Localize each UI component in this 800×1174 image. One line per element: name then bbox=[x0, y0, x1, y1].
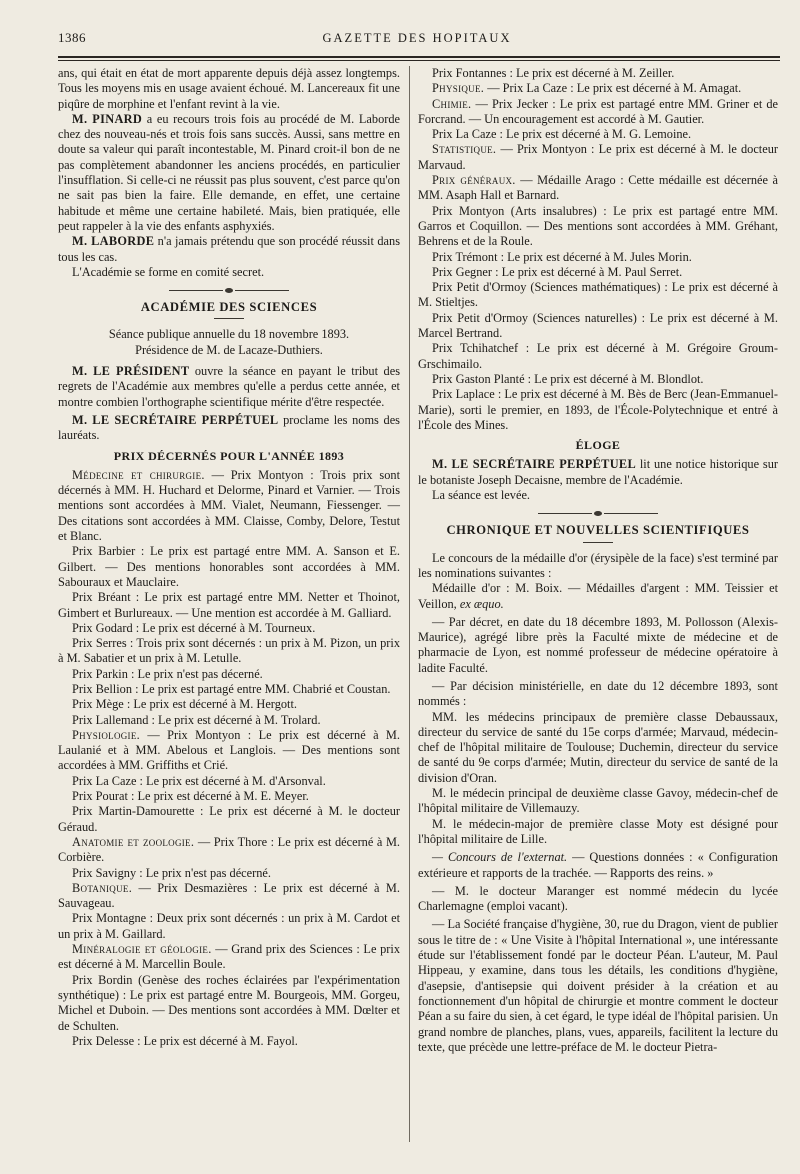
prize-entry bbox=[58, 942, 400, 973]
prize-entry bbox=[58, 468, 400, 544]
paragraph: ans, qui était en état de mort apparente depuis déjà assez longtemps. Tous les moyens mis en usage avaient échoué. M. Lancereaux fit une piqûre de morphine et l'enfant revint à la vie. bbox=[58, 66, 400, 111]
presidence-line: Présidence de M. de Lacaze-Duthiers. bbox=[135, 342, 323, 357]
section-ornament bbox=[58, 282, 400, 296]
latin-phrase: ex æquo. bbox=[459, 596, 504, 611]
prize-entry: Prix Martin-Damourette : Le prix est décerné à M. le docteur Géraud. bbox=[58, 804, 400, 834]
news-item: — Par décret, en date du 18 décembre 1893, M. Pollosson (Alexis-Maurice), agrégé libre près la Faculté mixte de médecine et de pharmacie de Lyon, est nommé professeur de médecine opératoire à ladite Faculté. bbox=[418, 614, 778, 675]
news-text: — Questions données : « Configuration extérieure et rapports de la trachée. — Rapports des reins. » bbox=[418, 850, 778, 880]
prize-entry bbox=[418, 97, 778, 128]
paragraph-text: proclame les noms des lauréats. bbox=[58, 412, 400, 443]
title-rule bbox=[583, 542, 613, 543]
prize-entry: Prix Mège : Le prix est décerné à M. Hergott. bbox=[72, 697, 297, 712]
prize-entry: Prix Fontannes : Le prix est décerné à M. Zeiller. bbox=[432, 66, 675, 80]
prize-text: — Prix Thore : Le prix est décerné à M. Corbière. bbox=[58, 834, 400, 865]
news-label: — Concours de l'externat. bbox=[432, 850, 568, 865]
news-item: M. le médecin-major de première classe Moty est désigné pour l'hôpital militaire de Lille. bbox=[418, 816, 778, 846]
speaker-name: M. LABORDE bbox=[72, 234, 155, 249]
category-label: Botanique. bbox=[72, 880, 133, 895]
subsection-title: ÉLOGE bbox=[575, 438, 621, 453]
prize-entry: Prix Petit d'Ormoy (Sciences naturelles) : Le prix est décerné à M. Marcel Bertrand. bbox=[418, 310, 778, 341]
paragraph: L'Académie se forme en comité secret. bbox=[72, 264, 265, 279]
speaker-name: M. LE SECRÉTAIRE PERPÉTUEL bbox=[72, 412, 279, 427]
speaker-name: M. LE SECRÉTAIRE PERPÉTUEL bbox=[432, 457, 636, 472]
prize-text: — Médaille Arago : Cette médaille est décernée à MM. Asaph Hall et Barnard. bbox=[418, 173, 779, 203]
column-divider bbox=[409, 66, 410, 1142]
seance-line: Séance publique annuelle du 18 novembre 1893. bbox=[108, 327, 350, 342]
prize-entry: Prix Montyon (Arts insalubres) : Le prix est partagé entre MM. Garros et Coquillon. — Des mentions sont accordées à MM. Gréhant, Behrens et de la Roule. bbox=[418, 203, 778, 249]
right-column bbox=[418, 66, 778, 1055]
subsection-title: PRIX DÉCERNÉS POUR L'ANNÉE 1893 bbox=[113, 448, 345, 463]
paragraph bbox=[58, 413, 400, 444]
category-label: Médecine et chirurgie. bbox=[72, 467, 205, 482]
prize-entry: Prix Trémont : Le prix est décerné à M. Jules Morin. bbox=[432, 249, 692, 264]
prize-entry: Prix Montagne : Deux prix sont décernés : un prix à M. Cardot et un prix à M. Gaillard. bbox=[58, 911, 400, 941]
page-number: 1386 bbox=[58, 30, 86, 45]
prize-entry: Prix Serres : Trois prix sont décernés : un prix à M. Pizon, un prix à M. Sabatier et un prix à M. Letulle. bbox=[58, 636, 400, 666]
speaker-name: M. PINARD bbox=[72, 111, 143, 126]
paragraph-text: lit une notice historique sur le botaniste Joseph Decaisne, membre de l'Académie. bbox=[418, 457, 779, 487]
prize-entry: Prix La Caze : Le prix est décerné à M. G. Lemoine. bbox=[432, 127, 692, 142]
prize-entry: Prix Gaston Planté : Le prix est décerné à M. Blondlot. bbox=[432, 371, 704, 386]
journal-title: GAZETTE DES HOPITAUX bbox=[322, 31, 512, 45]
prize-entry bbox=[418, 142, 778, 173]
prize-entry: Prix Gegner : Le prix est décerné à M. Paul Serret. bbox=[432, 264, 683, 279]
prize-entry: Prix Lallemand : Le prix est décerné à M. Trolard. bbox=[72, 712, 321, 727]
category-label: Prix généraux. bbox=[432, 173, 516, 188]
category-label: Minéralogie et géologie. bbox=[72, 942, 212, 957]
category-label: Statistique. bbox=[432, 142, 497, 157]
prize-text: — Prix Jecker : Le prix est partagé entre MM. Griner et de Forcrand. — Un encouragement est accordé à M. Gautier. bbox=[418, 96, 778, 126]
news-item: — M. le docteur Maranger est nommé médecin du lycée Charlemagne (emploi vacant). bbox=[418, 883, 778, 914]
prize-entry bbox=[58, 835, 400, 866]
prize-entry: Prix Savigny : Le prix n'est pas décerné. bbox=[72, 865, 271, 880]
paragraph-text: ouvre la séance en payant le tribut des regrets de l'Académie aux membres qu'elle a perdus cette année, et montre combien l'orthographe scientifique mérite d'être respectée. bbox=[58, 364, 400, 409]
news-item: — La Société française d'hygiène, 30, rue du Dragon, vient de publier sous le titre de : « Une Visite à l'hôpital International », une intéressante étude sur l'établissement fondé par le docteur Péan. L'auteur, M. Paul Hippeau, y examine, dans tous les détails, les conditions d'hygiène, d'asepsie, d'antisepsie qui doivent présider à la création et au fonctionnement d'un hôpital de chirurgie et montre comment le docteur Péan a su faire du sien, à cet égard, le type idéal de l'hôpital parisien. Un grand nombre de planches, plans, vues, appareils, facilitent la lecture du texte, que précède une lettre-préface de M. le docteur Pietra- bbox=[418, 917, 778, 1054]
prize-entry: Prix Godard : Le prix est décerné à M. Tourneux. bbox=[72, 620, 316, 635]
prize-entry bbox=[418, 81, 778, 96]
prize-text: — Prix Montyon : Trois prix sont décernés à MM. H. Huchard et Delorme, Pinard et Varnier. — Trois mentions sont accordées à MM. Vialet, Neumann, Fiessenger. — Des citations sont accordées à MM. Claisse, Comby, Delore, Testut et Blanc. bbox=[58, 467, 401, 544]
paragraph bbox=[418, 457, 778, 488]
category-label: Anatomie et zoologie. bbox=[72, 834, 195, 849]
paragraph-text: a eu recours trois fois au procédé de M. Laborde chez des nouveau-nés et trois fois sans succès. Aussi, sans mettre en doute sa valeur qui paraît incontestable, M. Pinard croit-il bon de ne pas complètement abandonner les anciens procédés, en particulier l'insufflation. Si celle-ci ne réussit pas plus souvent, c'est parce qu'on ne sait pas bien la faire. Elle demande, en effet, une certaine habitude et même une certaine habileté. Mais, bien pratiquée, elle peut rappeler à la vie des enfants asphyxiés. bbox=[58, 111, 401, 233]
prize-text: — Prix Montyon : Le prix est décerné à M. Laulanié et à MM. Abelous et Langlois. — Des mentions sont accordées à MM. Griffiths et Crié. bbox=[58, 727, 400, 773]
paragraph: La séance est levée. bbox=[432, 488, 531, 503]
paragraph bbox=[58, 112, 400, 234]
paragraph bbox=[58, 364, 400, 410]
left-column bbox=[58, 66, 400, 1049]
prize-entry bbox=[58, 728, 400, 774]
prize-entry: Prix La Caze : Le prix est décerné à M. d'Arsonval. bbox=[72, 773, 326, 788]
header-rule-thin bbox=[58, 60, 780, 61]
prize-text: — Grand prix des Sciences : Le prix est décerné à M. Marcellin Boule. bbox=[58, 942, 400, 972]
news-item: MM. les médecins principaux de première classe Debaussaux, directeur du service de santé du 15e corps d'armée; Marvaud, médecin-chef de l'hôpital militaire de Toulouse; Duchemin, directeur du service de santé du 9e corps d'armée; Mutin, directeur du service de santé de la division d'Oran. bbox=[418, 709, 778, 785]
news-item bbox=[418, 581, 778, 612]
prize-entry: Prix Parkin : Le prix n'est pas décerné. bbox=[72, 666, 263, 681]
prize-text: — Prix Desmazières : Le prix est décerné à M. Sauvageau. bbox=[58, 880, 400, 911]
prize-entry bbox=[58, 881, 400, 912]
category-label: Chimie. bbox=[432, 96, 472, 111]
speaker-name: M. LE PRÉSIDENT bbox=[72, 364, 190, 379]
section-ornament bbox=[418, 505, 778, 519]
section-title: CHRONIQUE ET NOUVELLES SCIENTIFIQUES bbox=[446, 523, 750, 538]
section-title: ACADÉMIE DES SCIENCES bbox=[140, 300, 318, 315]
prize-entry: Prix Pourat : Le prix est décerné à M. E. Meyer. bbox=[72, 789, 309, 804]
news-item: — Par décision ministérielle, en date du 12 décembre 1893, sont nommés : bbox=[418, 678, 778, 709]
prize-text: — Prix Montyon : Le prix est décerné à M. le docteur Marvaud. bbox=[418, 142, 778, 172]
prize-entry: Prix Delesse : Le prix est décerné à M. Fayol. bbox=[72, 1033, 298, 1048]
news-text: Médaille d'or : M. Boix. — Médailles d'argent : MM. Teissier et Veillon, bbox=[418, 581, 778, 611]
prize-entry: Prix Petit d'Ormoy (Sciences mathématiques) : Le prix est décerné à M. Stieltjes. bbox=[418, 280, 778, 310]
page-header bbox=[58, 30, 776, 52]
paragraph bbox=[58, 234, 400, 265]
category-label: Physique. bbox=[432, 81, 485, 96]
prize-entry: Prix Bordin (Genèse des roches éclairées par l'expérimentation synthétique) : Le prix est partagé entre M. Bourgeois, MM. Gorgeu, Michel et Duboin. — Des mentions sont accordées à MM. Dœlter et de Schulten. bbox=[58, 972, 400, 1033]
title-rule bbox=[214, 318, 244, 319]
prize-entry: Prix Tchihatchef : Le prix est décerné à M. Grégoire Groum-Grschimailo. bbox=[418, 341, 778, 371]
category-label: Physiologie. bbox=[72, 727, 141, 742]
prize-entry: Prix Bréant : Le prix est partagé entre MM. Netter et Thoinot, Gimbert et Burlureaux. — Une mention est accordée à M. Galliard. bbox=[58, 590, 400, 620]
news-item bbox=[418, 850, 778, 881]
prize-entry bbox=[418, 173, 778, 204]
paragraph-text: n'a jamais prétendu que son procédé réussit dans tous les cas. bbox=[58, 234, 400, 264]
prize-entry: Prix Laplace : Le prix est décerné à M. Bès de Berc (Jean-Emmanuel-Marie), sorti le premier, en 1893, de l'École-Polytechnique et entré à l'École des Mines. bbox=[418, 387, 778, 432]
header-rule bbox=[58, 56, 780, 58]
news-item: Le concours de la médaille d'or (érysipèle de la face) s'est terminé par les nominations suivantes : bbox=[418, 550, 778, 580]
prize-text: — Prix La Caze : Le prix est décerné à M. Amagat. bbox=[484, 81, 742, 96]
news-item: M. le médecin principal de deuxième classe Gavoy, médecin-chef de l'hôpital militaire de Villemauzy. bbox=[418, 786, 778, 816]
prize-entry: Prix Bellion : Le prix est partagé entre MM. Chabrié et Coustan. bbox=[72, 681, 391, 696]
prize-entry: Prix Barbier : Le prix est partagé entre MM. A. Sanson et E. Gilbert. — Des mentions honorables sont accordées à MM. Sabouraux et Mauclaire. bbox=[58, 544, 400, 589]
